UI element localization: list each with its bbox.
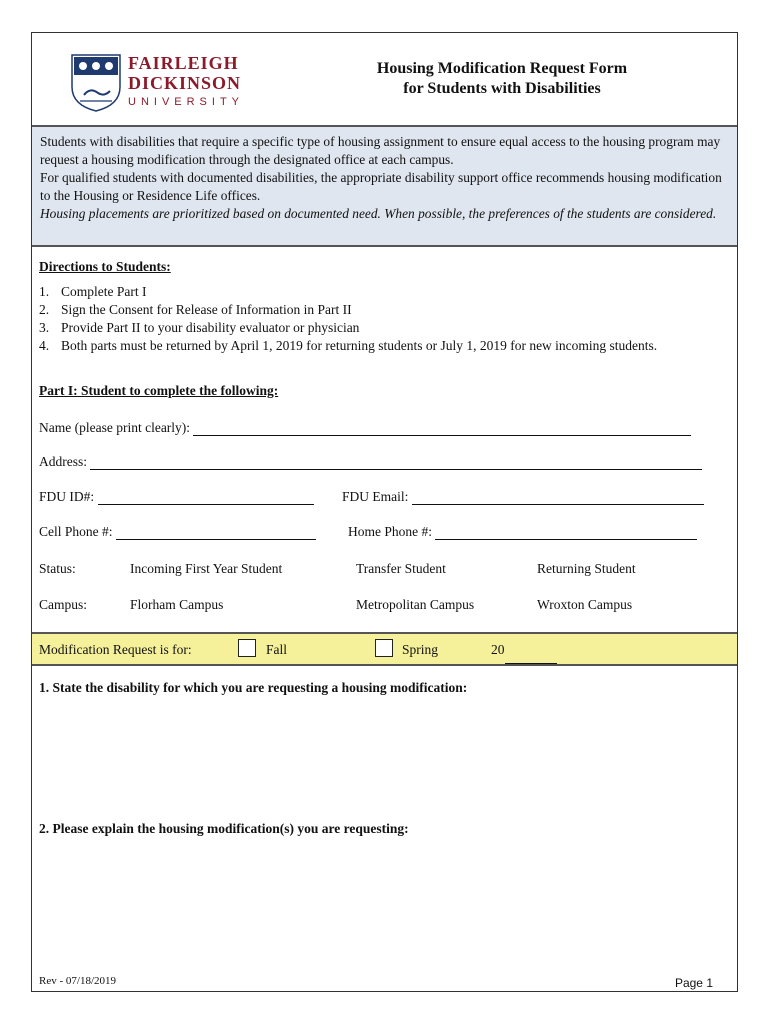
intro-paragraph-2: For qualified students with documented disabilities, the appropriate disability support office recommends housing modification to the Housing or Residence Life offices. — [40, 170, 722, 203]
fall-checkbox[interactable] — [238, 639, 256, 657]
home-phone-field[interactable] — [435, 525, 697, 540]
logo-wordmark — [128, 53, 244, 108]
list-item: 4. Both parts must be returned by April 1, 2019 for returning students or July 1, 2019 for new incoming students. — [39, 338, 658, 353]
cell-phone-label: Cell Phone #: — [39, 524, 113, 539]
address-row — [39, 454, 702, 474]
logo-line-fairleigh: FAIRLEIGH — [128, 53, 239, 73]
address-field[interactable] — [90, 455, 702, 470]
year-prefix: 20 — [491, 642, 505, 657]
cell-phone-field[interactable] — [116, 525, 316, 540]
page-number: Page 1 — [674, 976, 713, 990]
name-row — [39, 420, 691, 440]
list-item: 2. Sign the Consent for Release of Information in Part II — [39, 302, 352, 317]
crest-icon — [70, 53, 122, 113]
directions-heading: Directions to Students: — [39, 259, 171, 274]
campus-option-metropolitan[interactable]: Metropolitan Campus — [356, 597, 475, 612]
status-option-first-year[interactable]: Incoming First Year Student — [130, 561, 283, 576]
name-field[interactable] — [193, 421, 691, 436]
form-title-line2: for Students with Disabilities — [403, 80, 601, 97]
form-title — [332, 59, 672, 99]
fdu-id-label: FDU ID#: — [39, 489, 95, 504]
fdu-email-field[interactable] — [412, 490, 704, 505]
fdu-id-field[interactable] — [98, 490, 314, 505]
form-page — [31, 32, 738, 992]
cell-phone-row — [39, 524, 316, 544]
campus-option-wroxton[interactable]: Wroxton Campus — [537, 597, 633, 612]
logo-line-dickinson: DICKINSON — [128, 73, 242, 93]
fdu-email-row — [342, 489, 704, 509]
campus-label: Campus: — [39, 597, 88, 612]
fall-label: Fall — [266, 642, 288, 657]
year-field[interactable] — [505, 650, 557, 664]
list-item: 1. Complete Part I — [39, 284, 147, 299]
intro-paragraph-1: Students with disabilities that require a specific type of housing assignment to ensure equal access to the housing program may request a housing modification through the designated office at each campus. — [40, 134, 721, 167]
modification-request-row — [32, 632, 737, 666]
home-phone-row — [348, 524, 697, 544]
form-title-line1: Housing Modification Request Form — [376, 60, 628, 77]
campus-option-florham[interactable]: Florham Campus — [130, 597, 224, 612]
university-logo — [70, 51, 260, 115]
status-label: Status: — [39, 561, 76, 576]
question-1: 1. State the disability for which you are requesting a housing modification: — [39, 680, 468, 695]
question-2-answer-area[interactable] — [39, 843, 729, 963]
modification-label: Modification Request is for: — [39, 642, 192, 657]
revision-date: Rev - 07/18/2019 — [39, 975, 116, 987]
fdu-id-row — [39, 489, 314, 509]
home-phone-label: Home Phone #: — [348, 524, 432, 539]
list-item: 3. Provide Part II to your disability evaluator or physician — [39, 320, 360, 335]
intro-paragraph-3: Housing placements are prioritized based on documented need. When possible, the preferences of the students are considered. — [40, 206, 717, 221]
header — [32, 33, 737, 125]
question-2: 2. Please explain the housing modification(s) you are requesting: — [39, 821, 409, 836]
intro-box — [32, 125, 737, 247]
status-option-returning[interactable]: Returning Student — [537, 561, 636, 576]
spring-checkbox[interactable] — [375, 639, 393, 657]
spring-label: Spring — [402, 642, 439, 657]
address-label: Address: — [39, 454, 87, 469]
directions-list — [39, 283, 689, 355]
fdu-email-label: FDU Email: — [342, 489, 409, 504]
year-row — [491, 642, 505, 658]
part1-heading: Part I: Student to complete the following: — [39, 383, 279, 398]
status-option-transfer[interactable]: Transfer Student — [356, 561, 446, 576]
name-label: Name (please print clearly): — [39, 420, 191, 435]
logo-line-university: UNIVERSITY — [128, 96, 245, 108]
question-1-answer-area[interactable] — [39, 701, 729, 811]
